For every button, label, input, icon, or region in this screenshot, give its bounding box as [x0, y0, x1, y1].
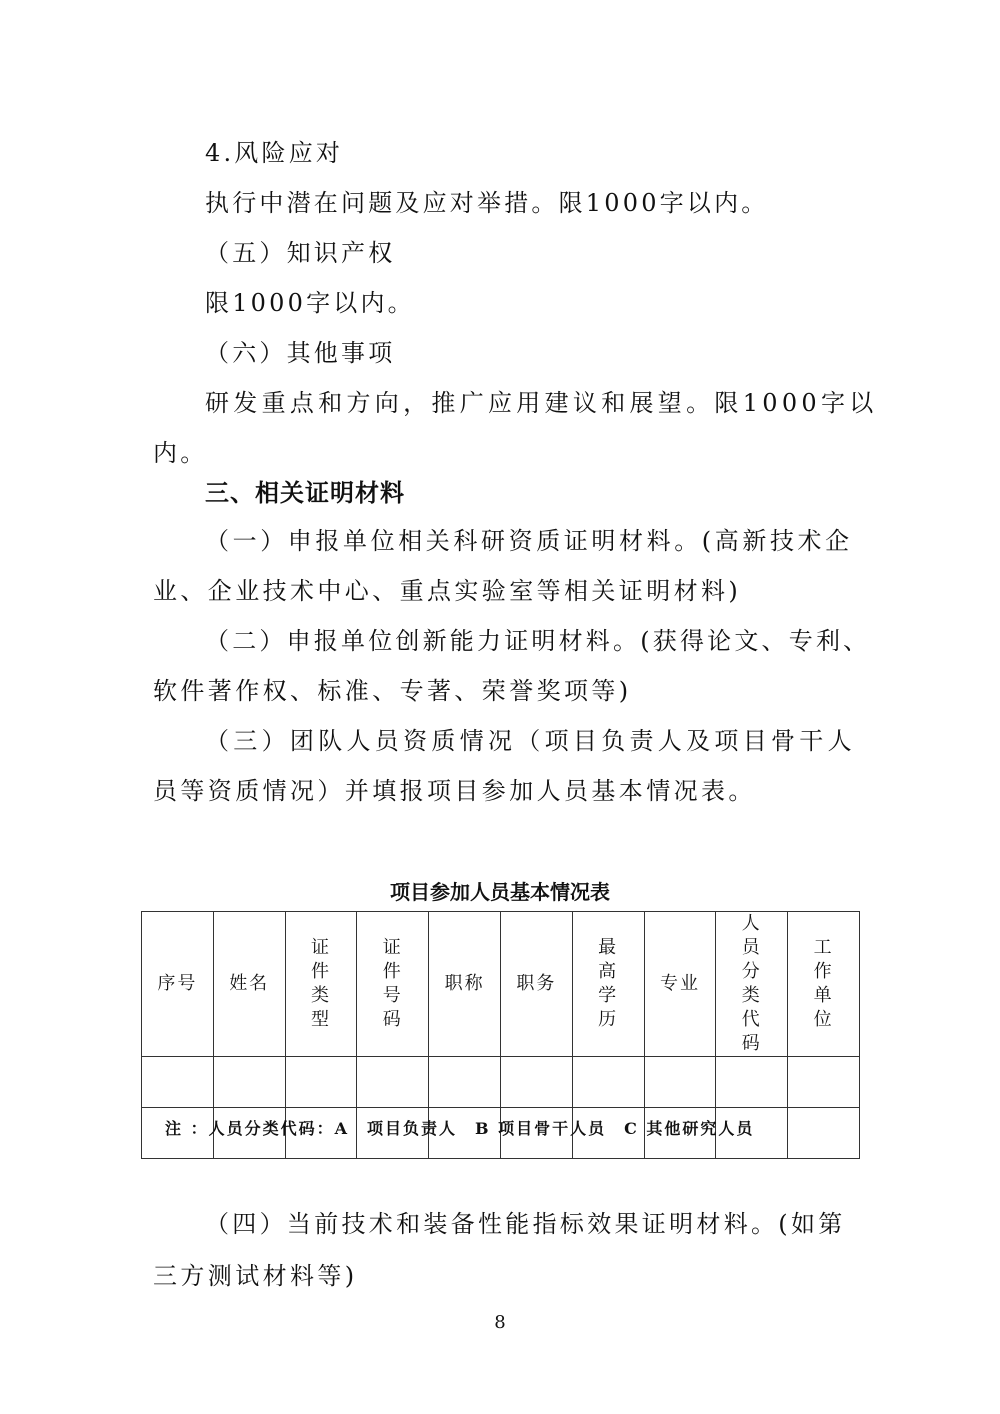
paragraph-line: 员等资质情况）并填报项目参加人员基本情况表。: [153, 777, 756, 805]
paragraph-line: （一）申报单位相关科研资质证明材料。(高新技术企: [205, 527, 853, 555]
paragraph-line: （三）团队人员资质情况（项目负责人及项目骨干人: [205, 727, 856, 755]
table-cell: [357, 1057, 429, 1108]
paragraph-line: 三方测试材料等): [153, 1262, 358, 1290]
column-header: 人员分类代码: [716, 912, 788, 1057]
column-header: 姓名: [213, 912, 285, 1057]
paragraph-line: 内。: [153, 439, 208, 467]
paragraph-line: （四）当前技术和装备性能指标效果证明材料。(如第: [205, 1210, 846, 1238]
table-cell: [500, 1057, 572, 1108]
column-header: 证件号码: [357, 912, 429, 1057]
page-number: 8: [494, 1312, 506, 1333]
table-title: 项目参加人员基本情况表: [390, 880, 610, 904]
paragraph-line: 业、企业技术中心、重点实验室等相关证明材料): [153, 577, 742, 605]
paragraph-line: （二）申报单位创新能力证明材料。(获得论文、专利、: [205, 627, 871, 655]
table-cell: [142, 1057, 214, 1108]
table-header-row: [142, 912, 860, 1057]
table-cell: [788, 1108, 860, 1159]
column-header: 序号: [142, 912, 214, 1057]
subheading-ip: （五）知识产权: [205, 239, 396, 267]
subheading-other: （六）其他事项: [205, 339, 396, 367]
table-row: [142, 1057, 860, 1108]
table-note: 注 ：人员分类代码：A 项目负责人 B 项目骨干人员 C 其他研究人员: [165, 1119, 755, 1138]
table-cell: [429, 1057, 501, 1108]
column-header: 最高学历: [572, 912, 644, 1057]
column-header: 证件类型: [285, 912, 357, 1057]
column-header: 专业: [644, 912, 716, 1057]
paragraph-line: 限1000字以内。: [205, 289, 415, 317]
table-cell: [572, 1057, 644, 1108]
column-header: 职务: [500, 912, 572, 1057]
table-cell: [285, 1057, 357, 1108]
table-cell: [644, 1057, 716, 1108]
paragraph-line: 执行中潜在问题及应对举措。限1000字以内。: [205, 189, 769, 217]
table-cell: [213, 1057, 285, 1108]
column-header: 职称: [429, 912, 501, 1057]
table-cell: [716, 1057, 788, 1108]
paragraph-line: 研发重点和方向，推广应用建议和展望。限1000字以: [205, 389, 878, 417]
section-heading: 三、相关证明材料: [205, 479, 405, 507]
paragraph-line: 软件著作权、标准、专著、荣誉奖项等): [153, 677, 632, 705]
subheading-risk: 4.风险应对: [205, 139, 344, 167]
column-header: 工作单位: [788, 912, 860, 1057]
table-cell: [788, 1057, 860, 1108]
